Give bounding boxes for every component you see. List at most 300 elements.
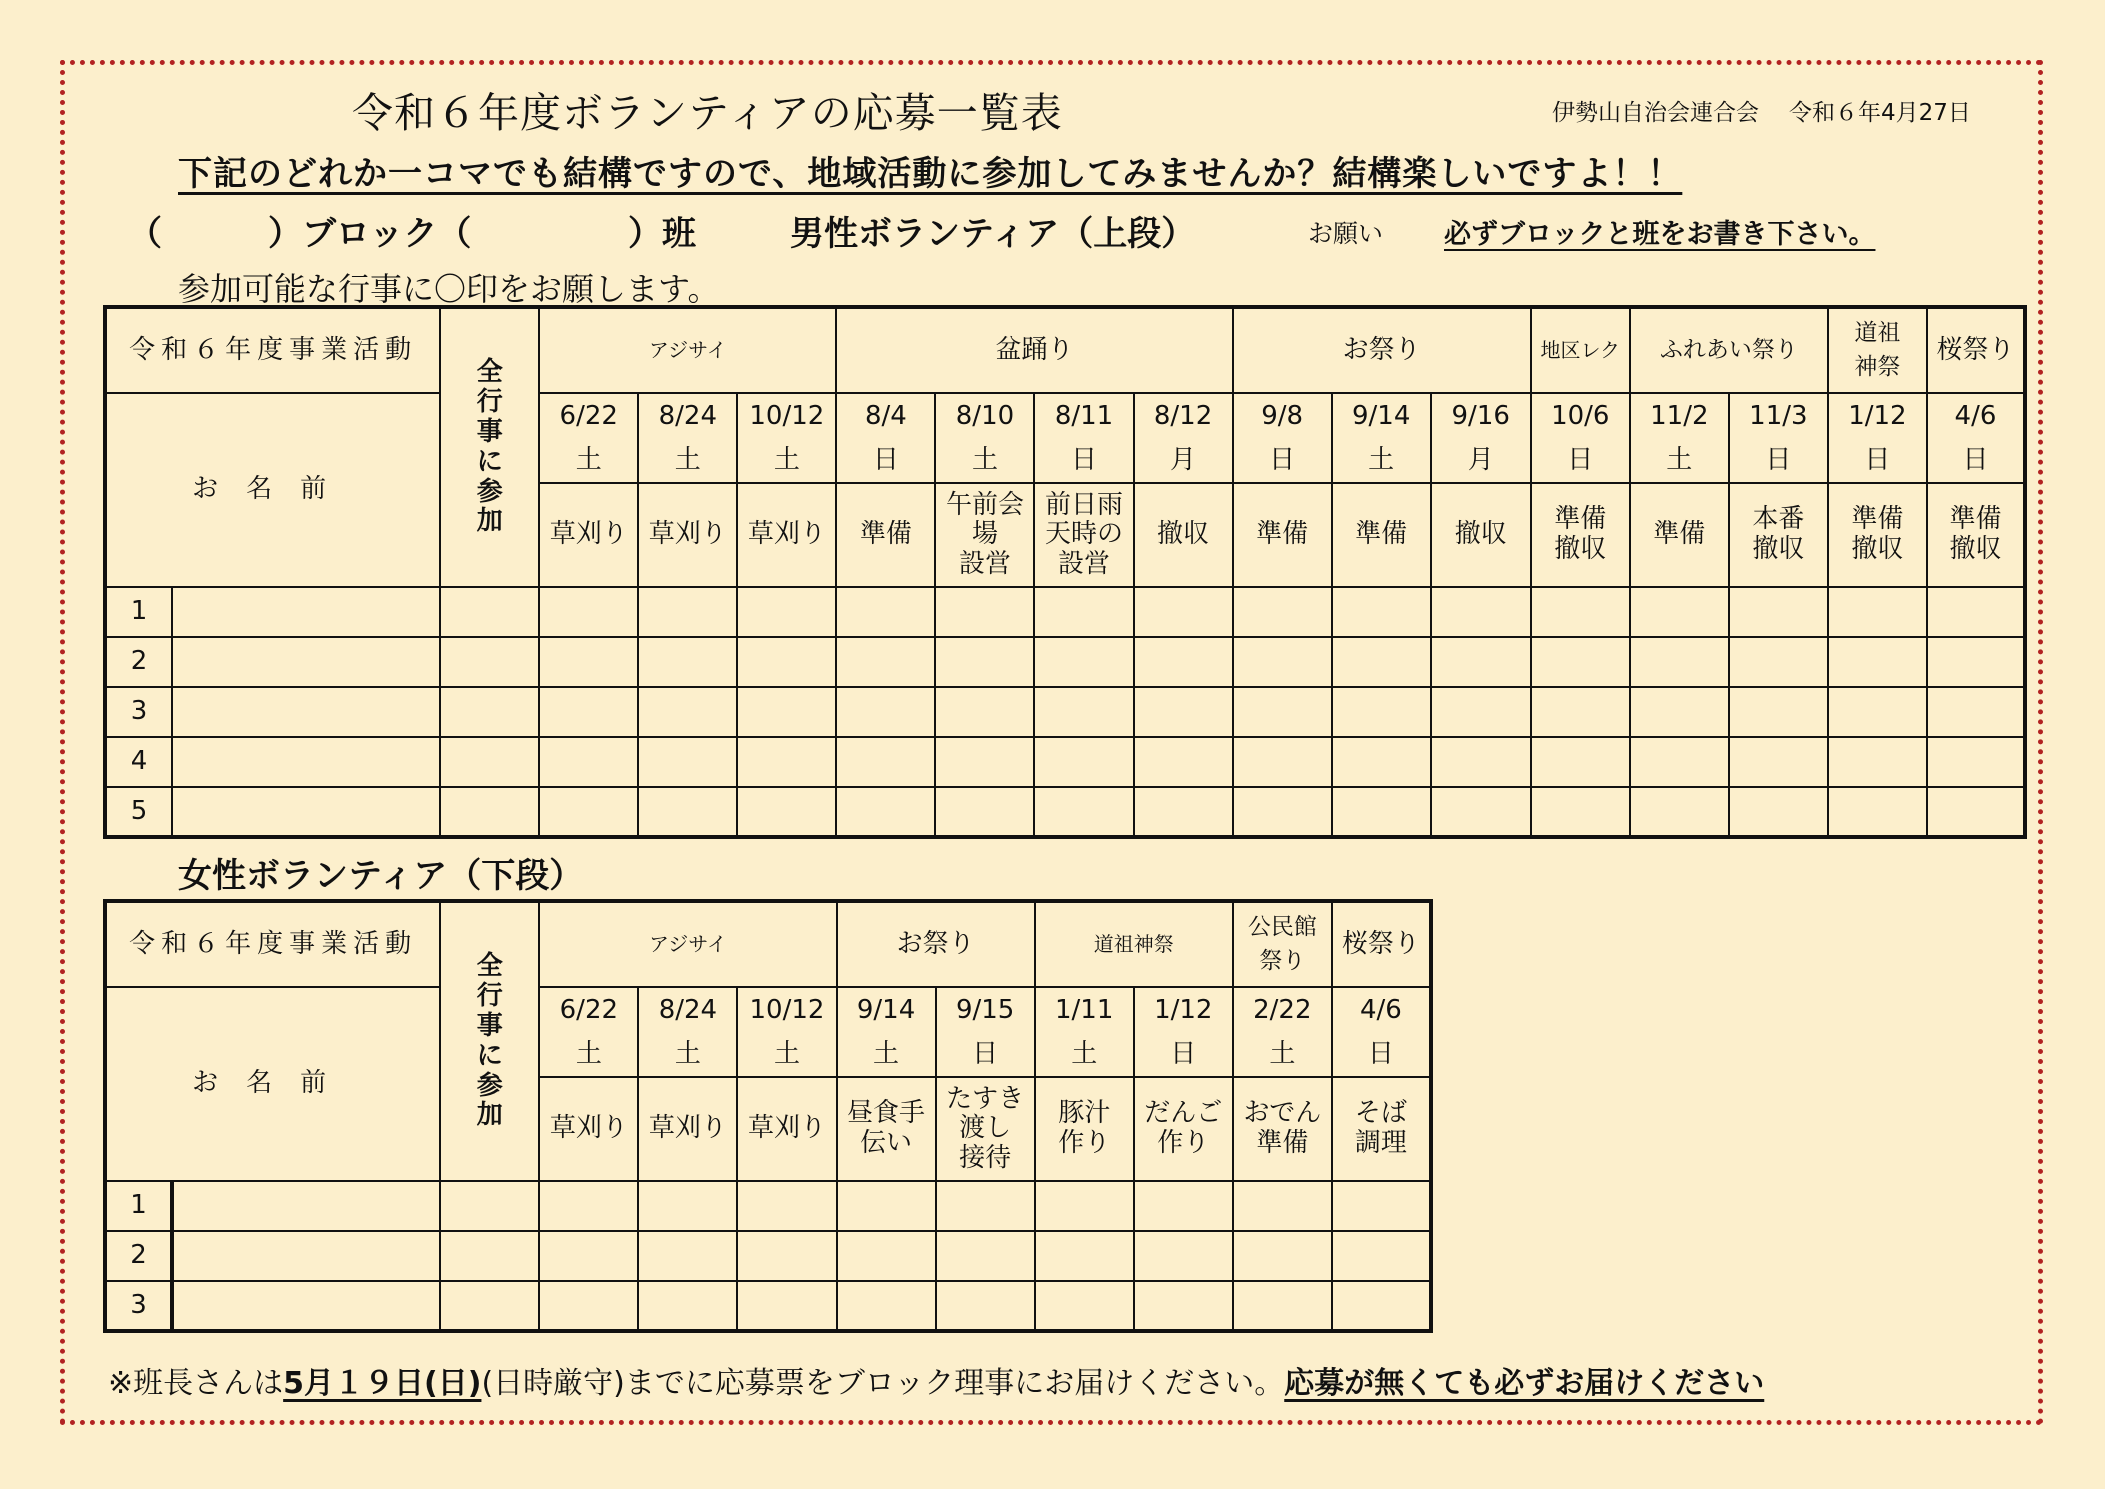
event-task-cell	[1828, 483, 1927, 587]
participation-mark-cell[interactable]	[1332, 1231, 1431, 1281]
row-number: 1	[105, 587, 172, 637]
participation-mark-cell[interactable]	[1034, 737, 1133, 787]
participation-mark-cell[interactable]	[935, 737, 1034, 787]
participation-mark-cell[interactable]	[1828, 787, 1927, 837]
participation-mark-cell[interactable]	[1431, 587, 1531, 637]
all-events-mark-cell[interactable]	[440, 737, 539, 787]
event-task-cell: 準備	[1630, 483, 1729, 587]
all-events-char: 加	[476, 1100, 503, 1131]
participation-mark-cell[interactable]	[1233, 687, 1332, 737]
participation-mark-cell[interactable]	[1927, 587, 2025, 637]
name-entry-cell[interactable]	[172, 787, 440, 837]
participation-mark-cell[interactable]	[1431, 687, 1531, 737]
participation-mark-cell[interactable]	[1927, 637, 2025, 687]
event-weekday: 土	[1071, 1039, 1098, 1070]
event-task-cell	[935, 483, 1034, 587]
event-weekday: 日	[1864, 445, 1891, 476]
row-number: 3	[105, 1281, 172, 1331]
participation-mark-cell[interactable]	[1233, 737, 1332, 787]
participation-mark-cell[interactable]	[1332, 687, 1431, 737]
event-task-cell: 撤収	[1134, 483, 1233, 587]
event-date-cell	[1431, 393, 1531, 483]
participation-mark-cell[interactable]	[1927, 687, 2025, 737]
name-entry-cell[interactable]	[172, 1281, 440, 1331]
all-events-char: 参	[476, 476, 503, 507]
event-weekday: 日	[1071, 445, 1098, 476]
event-date-cell	[1134, 393, 1233, 483]
participation-mark-cell[interactable]	[737, 687, 836, 737]
event-weekday: 土	[674, 445, 701, 476]
participation-mark-cell[interactable]	[1828, 737, 1927, 787]
participation-mark-cell[interactable]	[837, 1181, 936, 1231]
event-date: 9/16	[1451, 401, 1510, 431]
event-date: 8/11	[1054, 401, 1114, 431]
participation-mark-cell[interactable]	[1828, 687, 1927, 737]
event-task-cell	[1332, 1077, 1431, 1181]
all-events-char: 行	[476, 386, 503, 417]
event-group-header: 桜祭り	[1332, 901, 1431, 987]
participation-mark-cell[interactable]	[1134, 687, 1233, 737]
event-weekday: 日	[1962, 445, 1989, 476]
event-date-cell	[638, 393, 737, 483]
event-group-header: 盆踊り	[836, 307, 1232, 393]
event-task-cell: 準備	[1332, 483, 1431, 587]
footnote-emphasis: 応募が無くても必ずお届けください	[1284, 1366, 1765, 1401]
event-task-cell: 準備	[836, 483, 935, 587]
event-date: 1/12	[1848, 401, 1907, 431]
all-events-mark-cell[interactable]	[440, 787, 539, 837]
event-task-cell: 草刈り	[539, 1077, 638, 1181]
event-date-cell	[936, 987, 1035, 1077]
participation-mark-cell[interactable]	[1034, 587, 1133, 637]
event-weekday: 日	[1170, 1039, 1197, 1070]
all-events-char: 加	[476, 506, 503, 537]
participation-mark-cell[interactable]	[1332, 1181, 1431, 1231]
event-task-line: 撤収	[1949, 534, 2002, 565]
event-date: 1/12	[1154, 995, 1213, 1025]
event-date: 10/12	[749, 401, 825, 431]
event-task-cell: 草刈り	[638, 1077, 737, 1181]
participation-mark-cell[interactable]	[1729, 587, 1828, 637]
event-date-cell	[836, 393, 935, 483]
participation-mark-cell[interactable]	[836, 787, 935, 837]
participation-mark-cell[interactable]	[638, 1181, 737, 1231]
event-date-cell	[1927, 393, 2025, 483]
event-date: 9/8	[1261, 401, 1304, 431]
event-weekday: 月	[1170, 445, 1197, 476]
participation-mark-cell[interactable]	[737, 737, 836, 787]
all-events-char: 事	[476, 416, 503, 447]
name-entry-cell[interactable]	[172, 1181, 440, 1231]
event-group-header: アジサイ	[539, 901, 836, 987]
event-task-line: 設営	[1058, 549, 1111, 580]
all-events-header	[440, 307, 539, 587]
event-date-cell	[1035, 987, 1134, 1077]
event-group-line: 道祖	[1854, 320, 1901, 347]
event-date: 6/22	[559, 401, 618, 431]
all-events-char: 行	[476, 980, 503, 1011]
block-paren-open: （	[128, 214, 162, 254]
event-weekday: 日	[1567, 445, 1594, 476]
participation-mark-cell[interactable]	[638, 1231, 737, 1281]
participation-mark-cell[interactable]	[1134, 1231, 1233, 1281]
event-date-cell	[935, 393, 1034, 483]
event-task-line: 天時の	[1045, 519, 1124, 550]
participation-mark-cell[interactable]	[1630, 637, 1729, 687]
row-number: 3	[105, 687, 172, 737]
participation-mark-cell[interactable]	[836, 687, 935, 737]
event-date: 6/22	[559, 995, 619, 1025]
event-task-cell	[1729, 483, 1828, 587]
name-entry-cell[interactable]	[172, 687, 440, 737]
participation-mark-cell[interactable]	[1729, 687, 1828, 737]
event-group-header: ふれあい祭り	[1630, 307, 1828, 393]
footnote	[108, 1358, 1764, 1402]
event-group-header: 地区レク	[1531, 307, 1630, 393]
participation-mark-cell[interactable]	[539, 637, 638, 687]
all-events-char: 全	[476, 951, 503, 982]
participation-mark-cell[interactable]	[1332, 637, 1431, 687]
female-volunteer-table	[103, 899, 1433, 1333]
event-date-cell	[1332, 987, 1431, 1077]
event-group-line: 祭り	[1259, 947, 1306, 974]
participation-mark-cell[interactable]	[1134, 787, 1233, 837]
event-group-header: お祭り	[1233, 307, 1531, 393]
all-events-mark-cell[interactable]	[440, 687, 539, 737]
must-write-note: 必ずブロックと班をお書き下さい。	[1444, 219, 1876, 250]
participation-mark-cell[interactable]	[837, 1281, 936, 1331]
event-group-header	[1233, 901, 1332, 987]
participation-mark-cell[interactable]	[1233, 587, 1332, 637]
participation-mark-cell[interactable]	[836, 587, 935, 637]
participation-mark-cell[interactable]	[1332, 1281, 1431, 1331]
participation-mark-cell[interactable]	[1431, 737, 1531, 787]
participation-mark-cell[interactable]	[836, 737, 935, 787]
name-header: お名前	[105, 987, 440, 1181]
participation-mark-cell[interactable]	[1729, 737, 1828, 787]
event-task-line: そば	[1354, 1098, 1407, 1129]
event-date: 10/6	[1551, 401, 1610, 431]
event-group-header	[1828, 307, 1927, 393]
event-date: 8/4	[864, 401, 907, 431]
participation-mark-cell[interactable]	[1927, 787, 2025, 837]
event-weekday: 土	[1666, 445, 1693, 476]
participation-mark-cell[interactable]	[539, 737, 638, 787]
participation-mark-cell[interactable]	[638, 687, 737, 737]
event-task-cell: 草刈り	[539, 483, 638, 587]
event-task-cell: 草刈り	[638, 483, 737, 587]
participation-mark-cell[interactable]	[936, 1281, 1035, 1331]
event-date-cell	[539, 987, 638, 1077]
event-date-cell	[638, 987, 737, 1077]
event-date: 2/22	[1253, 995, 1312, 1025]
event-task-line: 前日雨	[1045, 489, 1124, 520]
event-task-cell	[936, 1077, 1035, 1181]
event-date: 11/3	[1749, 401, 1808, 431]
all-events-mark-cell[interactable]	[440, 1281, 539, 1331]
organization-name: 伊勢山自治会連合会	[1552, 100, 1759, 126]
event-task-cell	[1531, 483, 1630, 587]
name-entry-cell[interactable]	[172, 737, 440, 787]
event-task-cell	[1035, 1077, 1134, 1181]
participation-mark-cell[interactable]	[935, 587, 1034, 637]
event-task-line: 豚汁	[1058, 1098, 1111, 1129]
event-weekday: 土	[575, 1039, 602, 1070]
event-weekday: 土	[1269, 1039, 1296, 1070]
participation-mark-cell[interactable]	[638, 587, 737, 637]
participation-mark-cell[interactable]	[1531, 587, 1630, 637]
activity-header: 令和６年度事業活動	[105, 901, 440, 987]
event-date-cell	[837, 987, 936, 1077]
participation-mark-cell[interactable]	[1034, 687, 1133, 737]
participation-mark-cell[interactable]	[737, 1281, 836, 1331]
participation-mark-cell[interactable]	[539, 1181, 638, 1231]
male-volunteer-table	[103, 305, 2027, 839]
group-label: ）班	[628, 214, 696, 254]
participation-mark-cell[interactable]	[1828, 587, 1927, 637]
event-task-line: 撤収	[1752, 534, 1805, 565]
participation-mark-cell[interactable]	[1134, 587, 1233, 637]
participation-mark-cell[interactable]	[837, 1231, 936, 1281]
male-volunteer-title: 男性ボランティア（上段）	[790, 214, 1196, 254]
participation-mark-cell[interactable]	[737, 587, 836, 637]
event-date-cell	[737, 987, 836, 1077]
all-events-mark-cell[interactable]	[440, 1181, 539, 1231]
event-date: 8/24	[658, 995, 718, 1025]
participation-mark-cell[interactable]	[1431, 637, 1531, 687]
event-task-line: 作り	[1157, 1128, 1210, 1159]
page-title: 令和６年度ボランティアの応募一覧表	[352, 89, 1063, 137]
event-task-cell: 草刈り	[737, 1077, 836, 1181]
participation-mark-cell[interactable]	[1729, 787, 1828, 837]
event-date-cell	[1828, 393, 1927, 483]
female-volunteer-title: 女性ボランティア（下段）	[178, 856, 584, 896]
event-weekday: 土	[773, 1039, 800, 1070]
event-weekday: 土	[773, 445, 800, 476]
all-events-char: 全	[476, 357, 503, 388]
all-events-char: 事	[476, 1010, 503, 1041]
participation-mark-cell[interactable]	[1531, 637, 1630, 687]
participation-mark-cell[interactable]	[539, 687, 638, 737]
participation-mark-cell[interactable]	[1531, 737, 1630, 787]
event-weekday: 土	[674, 1039, 701, 1070]
event-weekday: 月	[1467, 445, 1494, 476]
event-group-line: 公民館	[1247, 914, 1317, 941]
event-task-line: 準備	[1851, 504, 1904, 535]
event-task-line: 昼食手	[847, 1098, 926, 1129]
participation-mark-cell[interactable]	[737, 1231, 836, 1281]
request-label: お願い	[1308, 219, 1384, 248]
event-task-line: 接待	[959, 1143, 1012, 1174]
event-weekday: 土	[1368, 445, 1395, 476]
participation-mark-cell[interactable]	[1134, 737, 1233, 787]
event-task-line: 準備	[1256, 1128, 1309, 1159]
participation-mark-cell[interactable]	[638, 1281, 737, 1331]
event-date-cell	[1332, 393, 1431, 483]
event-date-cell	[1531, 393, 1630, 483]
row-number: 1	[105, 1181, 172, 1231]
participation-mark-cell[interactable]	[1134, 637, 1233, 687]
name-entry-cell[interactable]	[172, 1231, 440, 1281]
participation-mark-cell[interactable]	[1828, 637, 1927, 687]
all-events-header	[440, 901, 539, 1181]
event-weekday: 日	[1269, 445, 1296, 476]
participation-mark-cell[interactable]	[737, 787, 836, 837]
event-weekday: 日	[1367, 1039, 1394, 1070]
participation-mark-cell[interactable]	[1233, 1231, 1332, 1281]
event-task-line: 渡し	[959, 1113, 1012, 1144]
event-weekday: 土	[873, 1039, 900, 1070]
event-task-line: 撤収	[1851, 534, 1904, 565]
participation-mark-cell[interactable]	[1233, 1281, 1332, 1331]
event-task-line: だんご	[1144, 1098, 1223, 1129]
participation-mark-cell[interactable]	[539, 1231, 638, 1281]
block-label: ）ブロック（	[268, 214, 472, 254]
participation-mark-cell[interactable]	[935, 637, 1034, 687]
event-date-cell	[539, 393, 638, 483]
participation-mark-cell[interactable]	[935, 687, 1034, 737]
participation-mark-cell[interactable]	[1134, 1281, 1233, 1331]
row-number: 4	[105, 737, 172, 787]
event-task-line: 本番	[1752, 504, 1805, 535]
event-date: 10/12	[749, 995, 825, 1025]
participation-mark-cell[interactable]	[737, 1181, 836, 1231]
participation-mark-cell[interactable]	[1035, 1231, 1134, 1281]
event-task-cell	[1134, 1077, 1233, 1181]
participation-mark-cell[interactable]	[1630, 737, 1729, 787]
activity-header: 令和６年度事業活動	[105, 307, 440, 393]
participation-mark-cell[interactable]	[1431, 787, 1531, 837]
participation-mark-cell[interactable]	[1035, 1181, 1134, 1231]
participation-mark-cell[interactable]	[1134, 1181, 1233, 1231]
participation-mark-cell[interactable]	[1729, 637, 1828, 687]
event-group-header: 桜祭り	[1927, 307, 2025, 393]
participation-mark-cell[interactable]	[1233, 1181, 1332, 1231]
all-events-mark-cell[interactable]	[440, 637, 539, 687]
all-events-mark-cell[interactable]	[440, 1231, 539, 1281]
event-date: 9/14	[856, 995, 916, 1025]
participation-mark-cell[interactable]	[638, 737, 737, 787]
event-group-header: お祭り	[837, 901, 1035, 987]
name-header: お名前	[105, 393, 440, 587]
event-date-cell	[1134, 987, 1233, 1077]
event-task-cell	[1927, 483, 2025, 587]
event-task-line: 設営	[958, 549, 1011, 580]
participation-mark-cell[interactable]	[1233, 787, 1332, 837]
footnote-deadline: 5月１９日(日)	[283, 1366, 482, 1401]
event-group-header: アジサイ	[539, 307, 836, 393]
event-date: 8/12	[1153, 401, 1213, 431]
all-events-char: に	[476, 1040, 503, 1071]
event-task-line: 作り	[1058, 1128, 1111, 1159]
event-group-line: 神祭	[1854, 353, 1901, 380]
event-task-line: 準備	[1554, 504, 1607, 535]
event-task-line: 伝い	[860, 1128, 913, 1159]
event-task-line: おでん	[1243, 1098, 1322, 1129]
event-group-header: 道祖神祭	[1035, 901, 1233, 987]
event-task-line: たすき	[946, 1083, 1025, 1114]
event-weekday: 土	[971, 445, 998, 476]
participation-mark-cell[interactable]	[1531, 687, 1630, 737]
event-weekday: 日	[872, 445, 899, 476]
event-date: 9/15	[955, 995, 1015, 1025]
instruction-text: 参加可能な行事に〇印をお願します。	[178, 270, 720, 308]
event-date: 11/2	[1650, 401, 1709, 431]
participation-mark-cell[interactable]	[1531, 787, 1630, 837]
participation-mark-cell[interactable]	[1034, 637, 1133, 687]
participation-mark-cell[interactable]	[1332, 737, 1431, 787]
event-task-cell	[1034, 483, 1133, 587]
name-entry-cell[interactable]	[172, 637, 440, 687]
event-weekday: 日	[1765, 445, 1792, 476]
event-date: 4/6	[1360, 995, 1402, 1025]
event-task-cell	[837, 1077, 936, 1181]
organization-and-date	[1552, 94, 1971, 127]
participation-mark-cell[interactable]	[1233, 637, 1332, 687]
participation-mark-cell[interactable]	[836, 637, 935, 687]
event-date-cell	[1233, 393, 1332, 483]
event-task-cell: 準備	[1233, 483, 1332, 587]
event-date: 8/10	[955, 401, 1015, 431]
participation-mark-cell[interactable]	[1034, 787, 1133, 837]
event-date-cell	[1630, 393, 1729, 483]
participation-mark-cell[interactable]	[539, 787, 638, 837]
participation-mark-cell[interactable]	[1035, 1281, 1134, 1331]
participation-mark-cell[interactable]	[737, 637, 836, 687]
event-date: 9/14	[1351, 401, 1411, 431]
event-weekday: 日	[972, 1039, 999, 1070]
all-events-char: に	[476, 446, 503, 477]
participation-mark-cell[interactable]	[1927, 737, 2025, 787]
participation-mark-cell[interactable]	[539, 587, 638, 637]
event-task-cell: 撤収	[1431, 483, 1531, 587]
event-date: 1/11	[1055, 995, 1114, 1025]
event-task-cell: 草刈り	[737, 483, 836, 587]
event-task-cell	[1233, 1077, 1332, 1181]
event-date-cell	[1034, 393, 1133, 483]
event-date-cell	[1233, 987, 1332, 1077]
all-events-char: 参	[476, 1070, 503, 1101]
participation-mark-cell[interactable]	[1332, 787, 1431, 837]
footnote-prefix: ※班長さんは	[108, 1366, 284, 1401]
row-number: 2	[105, 637, 172, 687]
event-weekday: 土	[575, 445, 602, 476]
headline-message: 下記のどれか一コマでも結構ですので、地域活動に参加してみませんか？結構楽しいですよ！！	[178, 154, 1683, 194]
all-events-mark-cell[interactable]	[440, 587, 539, 637]
participation-mark-cell[interactable]	[935, 787, 1034, 837]
event-task-line: 撤収	[1554, 534, 1607, 565]
event-date: 4/6	[1954, 401, 1997, 431]
participation-mark-cell[interactable]	[936, 1231, 1035, 1281]
row-number: 2	[105, 1231, 172, 1281]
participation-mark-cell[interactable]	[1630, 687, 1729, 737]
participation-mark-cell[interactable]	[936, 1181, 1035, 1231]
row-number: 5	[105, 787, 172, 837]
participation-mark-cell[interactable]	[638, 637, 737, 687]
event-date-cell	[1729, 393, 1828, 483]
event-date: 8/24	[658, 401, 717, 431]
event-task-line: 調理	[1354, 1128, 1407, 1159]
name-entry-cell[interactable]	[172, 587, 440, 637]
participation-mark-cell[interactable]	[1332, 587, 1431, 637]
event-task-line: 午前会場	[945, 489, 1024, 550]
participation-mark-cell[interactable]	[1630, 787, 1729, 837]
footnote-middle: (日時厳守)までに応募票をブロック理事にお届けください。	[481, 1366, 1285, 1401]
participation-mark-cell[interactable]	[638, 787, 737, 837]
participation-mark-cell[interactable]	[1630, 587, 1729, 637]
participation-mark-cell[interactable]	[539, 1281, 638, 1331]
event-task-line: 準備	[1949, 504, 2002, 535]
